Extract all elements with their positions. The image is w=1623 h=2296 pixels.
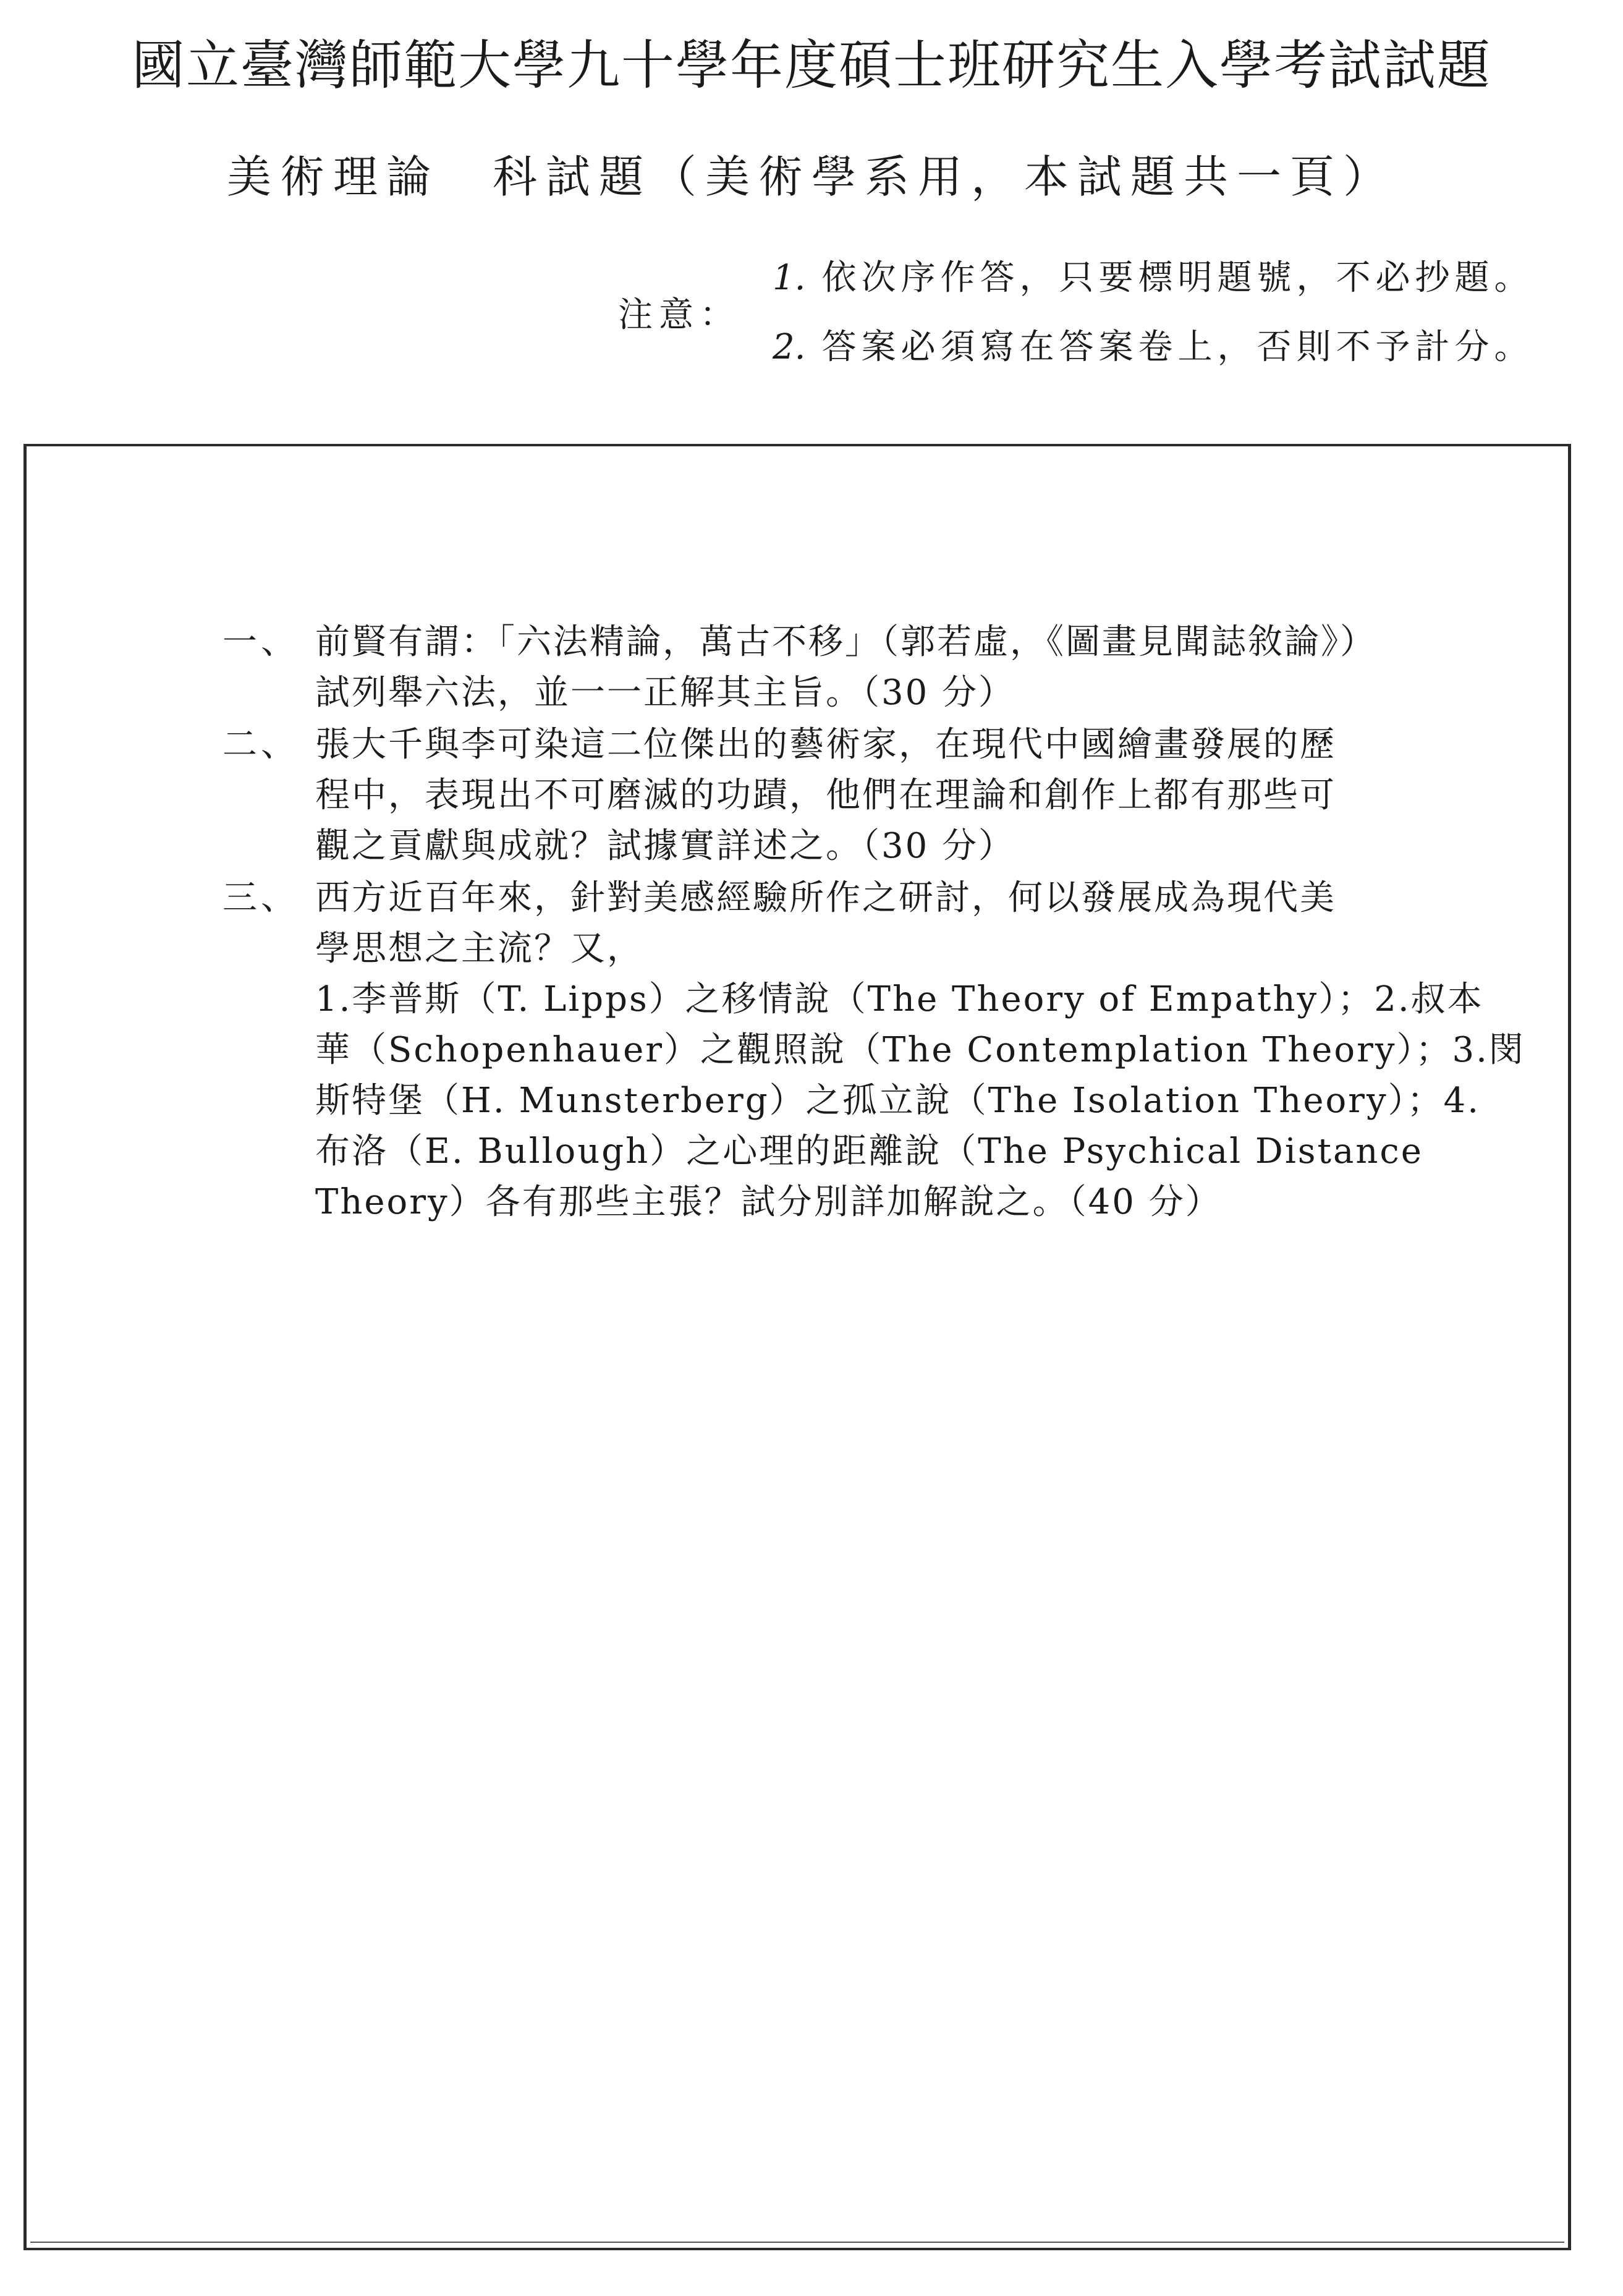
- question-line: 程中，表現出不可磨滅的功蹟，他們在理論和創作上都有那些可: [315, 775, 1336, 815]
- question-number: 二、: [222, 725, 299, 765]
- question-1: [222, 617, 1376, 718]
- question-line: 學思想之主流？又，: [315, 929, 643, 969]
- question-line: 張大千與李可染這二位傑出的藝術家，在現代中國繪畫發展的歷: [315, 725, 1336, 765]
- question-number: 三、: [222, 878, 299, 918]
- question-number: 一、: [222, 622, 299, 662]
- notice-item-number: 2.: [773, 327, 806, 367]
- notice-item-1: [773, 253, 1533, 303]
- exam-subtitle: 美術理論 科試題（美術學系用，本試題共一頁）: [226, 151, 1396, 203]
- notice-item-number: 1.: [773, 258, 806, 298]
- question-line: Theory）各有那些主張？試分別詳加解說之。（40 分）: [315, 1182, 1222, 1222]
- question-line: 斯特堡（H. Munsterberg）之孤立說（The Isolation Theory）；4.: [315, 1081, 1481, 1121]
- exam-title: 國立臺灣師範大學九十學年度碩士班研究生入學考試試題: [132, 35, 1491, 96]
- question-line: 觀之貢獻與成就？試據實詳述之。（30 分）: [315, 826, 1015, 866]
- question-line: 1.李普斯（T. Lipps）之移情說（The Theory of Empathy）；2.叔本: [315, 979, 1484, 1019]
- question-3: [222, 873, 1525, 1228]
- question-line: 布洛（E. Bullough）之心理的距離說（The Psychical Distance: [315, 1131, 1423, 1171]
- question-line: 試列舉六法，並一一正解其主旨。（30 分）: [315, 673, 1015, 713]
- question-line: 前賢有謂：「六法精論，萬古不移」（郭若虛，《圖畫見聞誌敘論》）: [315, 622, 1376, 662]
- question-2: [222, 720, 1366, 872]
- question-line: 西方近百年來，針對美感經驗所作之研討，何以發展成為現代美: [315, 878, 1336, 918]
- notice-item-text: 答案必須寫在答案卷上，否則不予計分。: [821, 327, 1534, 367]
- notice-item-text: 依次序作答，只要標明題號，不必抄題。: [821, 258, 1534, 298]
- question-line: 華（Schopenhauer）之觀照說（The Contemplation Theory）；3.閔: [315, 1030, 1525, 1070]
- notice-item-2: [773, 323, 1533, 372]
- notice-label: 注意：: [618, 295, 740, 335]
